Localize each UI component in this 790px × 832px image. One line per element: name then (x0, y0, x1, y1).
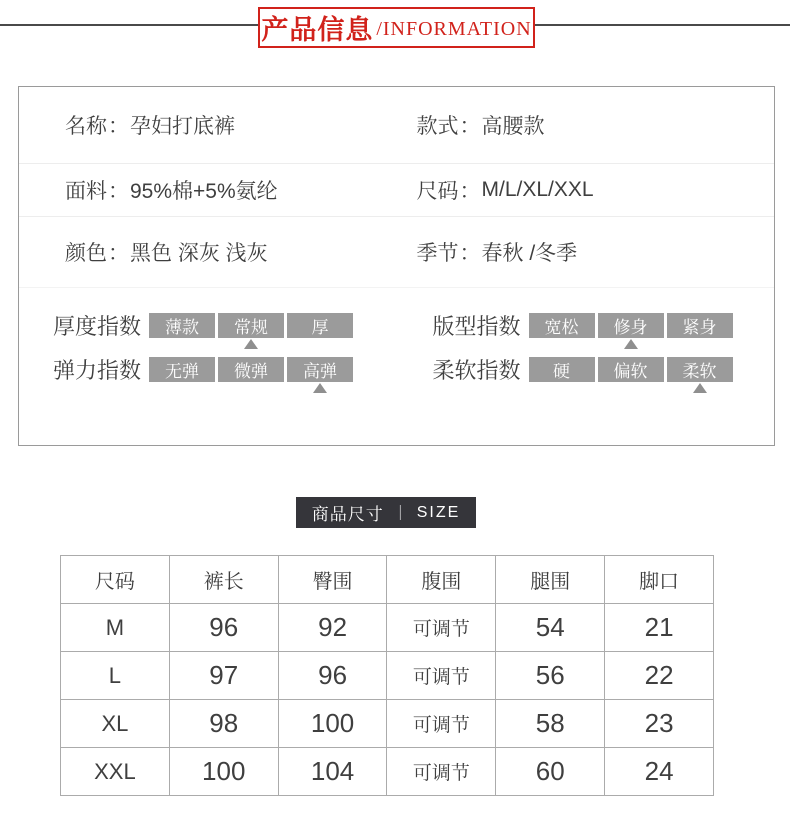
option-badge (287, 313, 353, 338)
table-cell: 可调节 (387, 604, 496, 652)
spec-colon: ： (459, 242, 481, 265)
spec-row (19, 217, 774, 288)
table-cell: 可调节 (387, 748, 496, 796)
option-badge-label: 柔软 (682, 362, 717, 381)
option-badge (529, 357, 595, 382)
table-cell: M (61, 604, 170, 652)
spec-value: 95%棉+5%氨纶 (130, 180, 278, 203)
spec-value: 黑色 深灰 浅灰 (130, 242, 268, 265)
option-badge-label: 偏软 (613, 362, 648, 381)
spec-value: M/L/XL/XXL (481, 178, 594, 201)
spec-style (397, 87, 775, 163)
product-info-title-box (258, 7, 535, 48)
spec-colon: ： (459, 180, 481, 203)
option-badge-label: 高弹 (303, 362, 337, 381)
index-softness (397, 356, 775, 383)
size-table-header-cell: 腿围 (496, 556, 605, 604)
index-label: 厚度指数 (53, 314, 142, 339)
option-badge (149, 313, 215, 338)
selected-marker-icon (624, 339, 638, 349)
spec-name (19, 87, 397, 163)
option-badge-label: 常规 (234, 318, 268, 337)
table-cell: 100 (278, 700, 387, 748)
size-title-en: SIZE (416, 503, 461, 521)
index-label: 柔软指数 (432, 358, 521, 383)
option-badge (667, 313, 733, 338)
size-title-divider: ｜ (392, 505, 408, 522)
spec-label: 名称 (65, 115, 107, 138)
table-cell: 58 (496, 700, 605, 748)
index-label: 版型指数 (432, 314, 521, 339)
option-badge-label: 宽松 (544, 318, 579, 337)
spec-color (19, 217, 397, 287)
spec-row (19, 87, 774, 164)
selected-marker-icon (693, 383, 707, 393)
option-badge (149, 357, 215, 382)
table-cell: 22 (605, 652, 714, 700)
spec-label: 季节 (416, 242, 459, 265)
table-cell: 21 (605, 604, 714, 652)
index-elasticity (19, 356, 397, 383)
table-cell: 24 (605, 748, 714, 796)
spec-colon: ： (108, 180, 129, 203)
table-cell: 96 (278, 652, 387, 700)
option-badge-group (149, 313, 353, 338)
table-cell: 可调节 (387, 652, 496, 700)
spec-row (19, 164, 774, 217)
table-cell: 96 (169, 604, 278, 652)
table-row (61, 700, 714, 748)
table-cell: XL (61, 700, 170, 748)
index-area (19, 312, 774, 383)
option-badge (218, 357, 284, 382)
size-table (60, 555, 714, 796)
index-label: 弹力指数 (53, 358, 142, 383)
size-table-header-cell: 脚口 (605, 556, 714, 604)
spec-size-range (397, 164, 775, 216)
selected-marker-icon (313, 383, 327, 393)
option-badge (598, 357, 664, 382)
table-cell: 23 (605, 700, 714, 748)
selected-marker-icon (244, 339, 258, 349)
spec-colon: ： (459, 115, 481, 138)
option-badge (529, 313, 595, 338)
spec-colon: ： (108, 242, 129, 265)
size-section-title-box (296, 497, 476, 528)
index-fit (397, 312, 775, 339)
table-cell: 可调节 (387, 700, 496, 748)
size-table-header-cell: 臀围 (278, 556, 387, 604)
product-info-title-cn: 产品信息 (261, 15, 374, 45)
option-badge (598, 313, 664, 338)
table-cell: 104 (278, 748, 387, 796)
spec-label: 尺码 (416, 180, 459, 203)
index-thickness (19, 312, 397, 339)
spec-fabric (19, 164, 397, 216)
table-row (61, 652, 714, 700)
table-cell: 98 (169, 700, 278, 748)
table-cell: 56 (496, 652, 605, 700)
table-row (61, 748, 714, 796)
option-badge-label: 硬 (553, 362, 570, 381)
size-title-cn: 商品尺寸 (311, 505, 384, 524)
option-badge (218, 313, 284, 338)
option-badge-label: 无弹 (165, 362, 199, 381)
option-badge-label: 修身 (613, 318, 648, 337)
spec-label: 面料 (65, 180, 107, 203)
table-cell: 97 (169, 652, 278, 700)
spec-value: 高腰款 (481, 115, 545, 138)
spec-label: 款式 (416, 115, 459, 138)
table-cell: XXL (61, 748, 170, 796)
table-cell: 100 (169, 748, 278, 796)
option-badge-group (529, 357, 733, 382)
product-info-panel (18, 86, 775, 446)
table-cell: 60 (496, 748, 605, 796)
table-cell: 54 (496, 604, 605, 652)
product-info-title-en: /INFORMATION (376, 17, 532, 40)
spec-season (397, 217, 775, 287)
option-badge-label: 紧身 (682, 318, 717, 337)
option-badge (287, 357, 353, 382)
table-cell: L (61, 652, 170, 700)
table-row (61, 604, 714, 652)
size-table-header-cell: 裤长 (169, 556, 278, 604)
option-badge-label: 厚 (311, 318, 329, 337)
option-badge (667, 357, 733, 382)
size-table-header-cell: 腹围 (387, 556, 496, 604)
size-table-header-row (61, 556, 714, 604)
table-cell: 92 (278, 604, 387, 652)
option-badge-group (529, 313, 733, 338)
spec-label: 颜色 (65, 242, 107, 265)
option-badge-label: 薄款 (165, 318, 199, 337)
option-badge-group (149, 357, 353, 382)
spec-value: 孕妇打底裤 (130, 115, 235, 138)
option-badge-label: 微弹 (234, 362, 268, 381)
spec-colon: ： (108, 115, 129, 138)
size-table-header-cell: 尺码 (61, 556, 170, 604)
spec-value: 春秋 /冬季 (481, 242, 578, 265)
